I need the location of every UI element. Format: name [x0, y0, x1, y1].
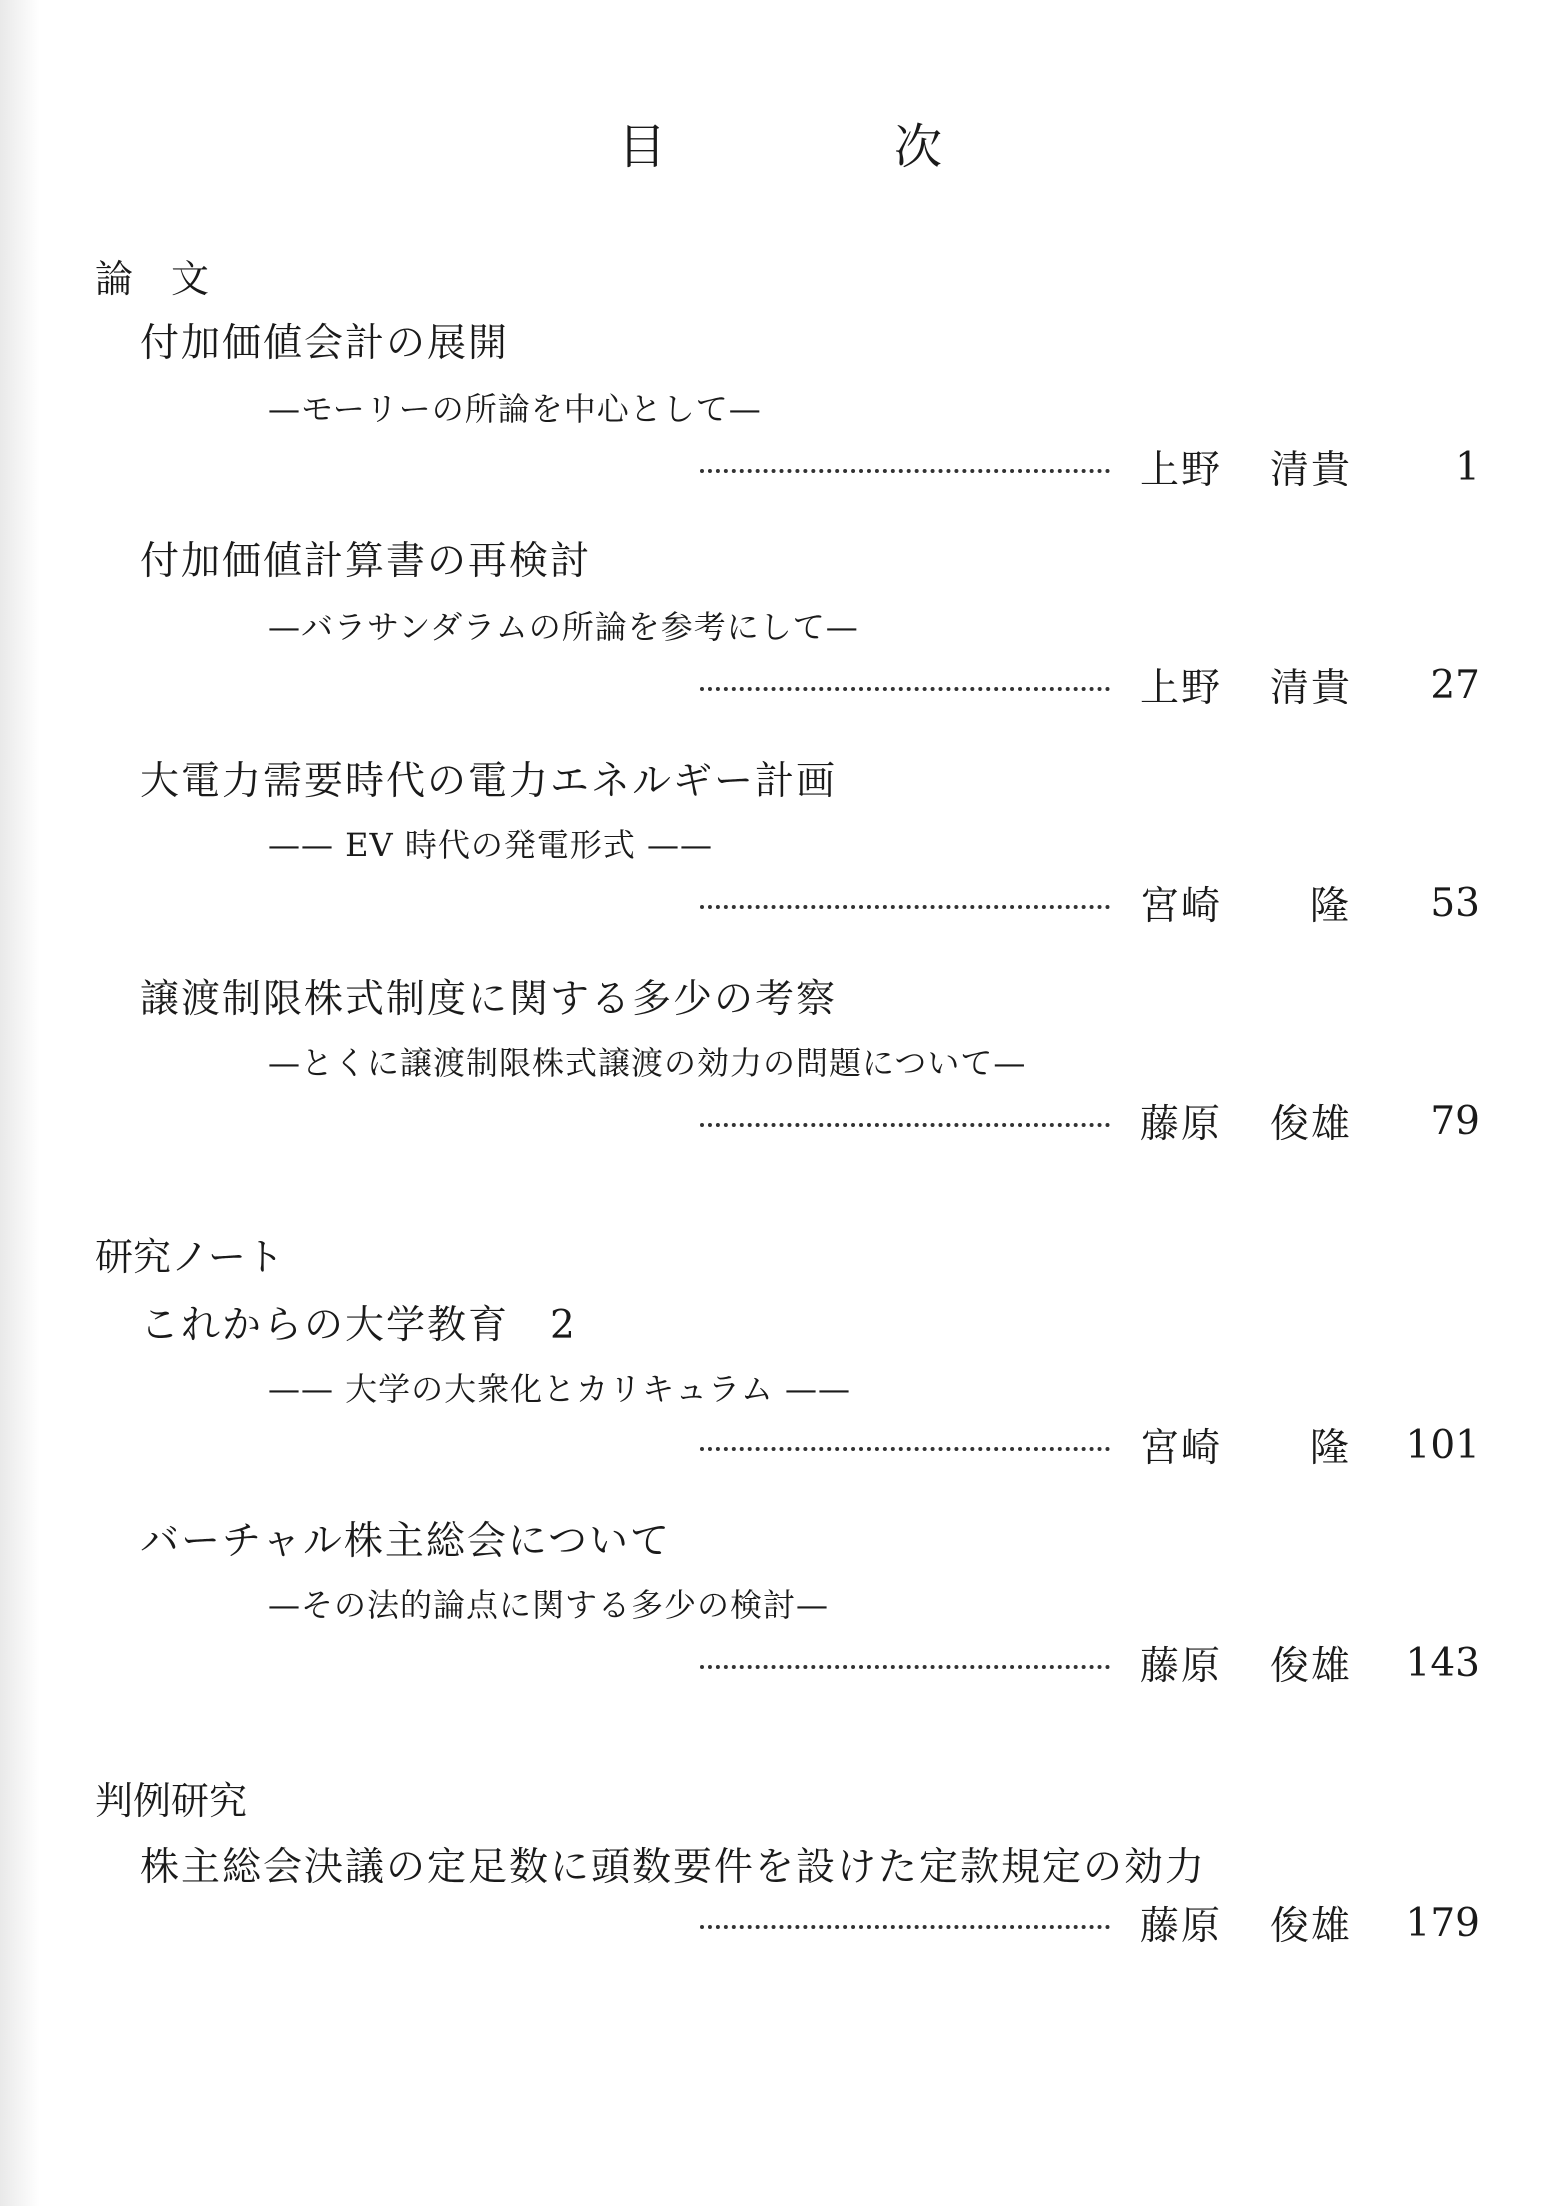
page-number: 27	[1430, 662, 1480, 708]
leader-dots	[700, 905, 1110, 909]
author-given-name: 隆	[1310, 1426, 1352, 1471]
author-given-name: 清貴	[1270, 666, 1353, 711]
author-name	[1140, 1417, 1370, 1473]
author-row	[700, 660, 1480, 710]
author-name	[1140, 657, 1370, 713]
page-number: 143	[1405, 1640, 1480, 1686]
author-name	[1140, 439, 1370, 495]
author-family-name: 宮崎	[1140, 1426, 1223, 1471]
page-number: 53	[1430, 880, 1480, 926]
author-family-name: 宮崎	[1140, 884, 1223, 929]
author-family-name: 上野	[1140, 666, 1223, 711]
page-number: 1	[1455, 444, 1480, 490]
author-given-name: 俊雄	[1270, 1102, 1353, 1147]
author-given-name: 俊雄	[1270, 1904, 1353, 1949]
author-family-name: 上野	[1140, 448, 1223, 493]
article-title: 大電力需要時代の電力エネルギー計画	[140, 759, 838, 804]
page-edge-shadow	[0, 0, 40, 2206]
leader-dots	[700, 1665, 1110, 1669]
article-subtitle: —バラサンダラムの所論を参考にして—	[268, 608, 859, 646]
page-number: 79	[1430, 1098, 1480, 1144]
article-title: 譲渡制限株式制度に関する多少の考察	[140, 977, 838, 1022]
author-name	[1140, 1635, 1370, 1691]
author-given-name: 隆	[1310, 884, 1352, 929]
author-name	[1140, 1895, 1370, 1951]
article-subtitle: —その法的論点に関する多少の検討—	[268, 1586, 830, 1624]
page-title: 目 次	[617, 119, 1032, 175]
author-family-name: 藤原	[1140, 1644, 1223, 1689]
section-heading-hanrei-kenkyu: 判例研究	[95, 1779, 248, 1823]
article-subtitle: —とくに譲渡制限株式譲渡の効力の問題について—	[268, 1044, 1027, 1082]
leader-dots	[700, 1447, 1110, 1451]
author-given-name: 俊雄	[1270, 1644, 1353, 1689]
author-row	[700, 1420, 1480, 1470]
leader-dots	[700, 687, 1110, 691]
leader-dots	[700, 1123, 1110, 1127]
section-heading-kenkyu-note: 研究ノート	[95, 1235, 284, 1279]
author-row	[700, 878, 1480, 928]
author-row	[700, 1898, 1480, 1948]
author-name	[1140, 875, 1370, 931]
leader-dots	[700, 1925, 1110, 1929]
author-given-name: 清貴	[1270, 448, 1353, 493]
author-row	[700, 1638, 1480, 1688]
author-family-name: 藤原	[1140, 1102, 1223, 1147]
article-title: これからの大学教育 2	[140, 1303, 577, 1348]
article-subtitle: —— EV 時代の発電形式 ——	[268, 826, 713, 864]
author-family-name: 藤原	[1140, 1904, 1223, 1949]
article-subtitle: —— 大学の大衆化とカリキュラム ——	[268, 1370, 852, 1408]
article-subtitle: —モーリーの所論を中心として—	[268, 390, 762, 428]
author-row	[700, 442, 1480, 492]
article-title: 付加価値会計の展開	[140, 321, 510, 366]
page-number: 101	[1405, 1422, 1480, 1468]
article-title: バーチャル株主総会について	[140, 1519, 672, 1564]
author-row	[700, 1096, 1480, 1146]
article-title: 付加価値計算書の再検討	[140, 539, 592, 584]
page-number: 179	[1405, 1900, 1480, 1946]
author-name	[1140, 1093, 1370, 1149]
section-heading-ronbun: 論 文	[95, 257, 210, 301]
article-title: 株主総会決議の定足数に頭数要件を設けた定款規定の効力	[140, 1845, 1207, 1890]
leader-dots	[700, 469, 1110, 473]
